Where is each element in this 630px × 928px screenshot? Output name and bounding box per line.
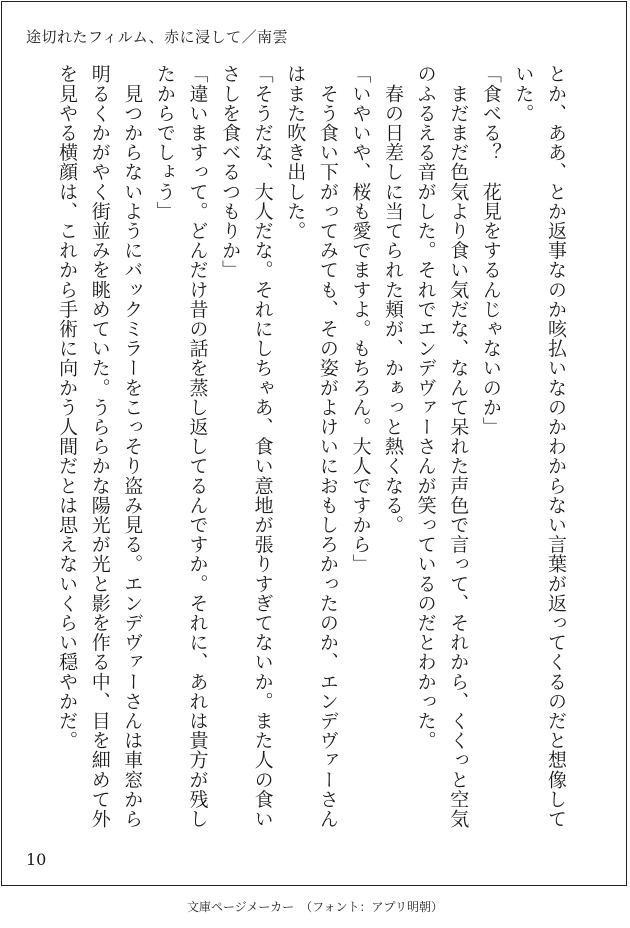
text-line-9: はまた吹き出した。 xyxy=(284,64,307,241)
text-line-15: 明るくかがやく街並みを眺めていた。うららかな陽光が光と影を作る中、目を細めて外 xyxy=(88,64,111,829)
page-number: 10 xyxy=(26,850,47,869)
text-line-16: を見やる横顔は、これから手術に向かう人間だとは思えないくらい穏やかだ。 xyxy=(56,64,79,750)
vertical-body-text xyxy=(51,64,573,844)
text-line-7: 「いやいや、桜も愛でますよ。もちろん。大人ですから」 xyxy=(349,64,372,574)
text-line-5: のふるえる音がした。それでエンデヴァーさんが笑っているのだとわかった。 xyxy=(414,64,437,750)
text-line-4: まだまだ色気より食い気だな、なんて呆れた声色で言って、それから、くくっと空気 xyxy=(447,64,470,829)
footer-credit: 文庫ページメーカー （フォント：アプリ明朝） xyxy=(186,900,444,914)
book-page xyxy=(1,1,627,886)
text-line-1: とか、ああ、とか返事なのか咳払いなのかわからない言葉が返ってくるのだと想像して xyxy=(545,64,567,829)
text-line-6: 春の日差しに当てられた頬が、かぁっと熱くなる。 xyxy=(382,64,405,535)
text-line-13: たからでしょう」 xyxy=(153,64,176,221)
text-line-12: 「違いますって。どんだけ昔の話を蒸し返してるんですか。それに、あれは貴方が残し xyxy=(186,64,209,829)
text-line-10: 「そうだな、大人だな。それにしちゃあ、食い意地が張りすぎてないか。また人の食い xyxy=(251,64,274,829)
text-line-14: 見つからないようにバックミラーをこっそり盗み見る。エンデヴァーさんは車窓から xyxy=(121,64,144,829)
text-line-8: そう食い下がってみても、その姿がよけいにおもしろかったのか、エンデヴァーさん xyxy=(316,64,339,829)
running-header: 途切れたフィルム、赤に浸して／南雲 xyxy=(26,28,289,46)
text-line-2: いた。 xyxy=(512,64,535,123)
text-line-11: さしを食べるつもりか」 xyxy=(219,64,242,280)
text-line-3: 「食べる？ 花見をするんじゃないのか」 xyxy=(479,64,502,437)
